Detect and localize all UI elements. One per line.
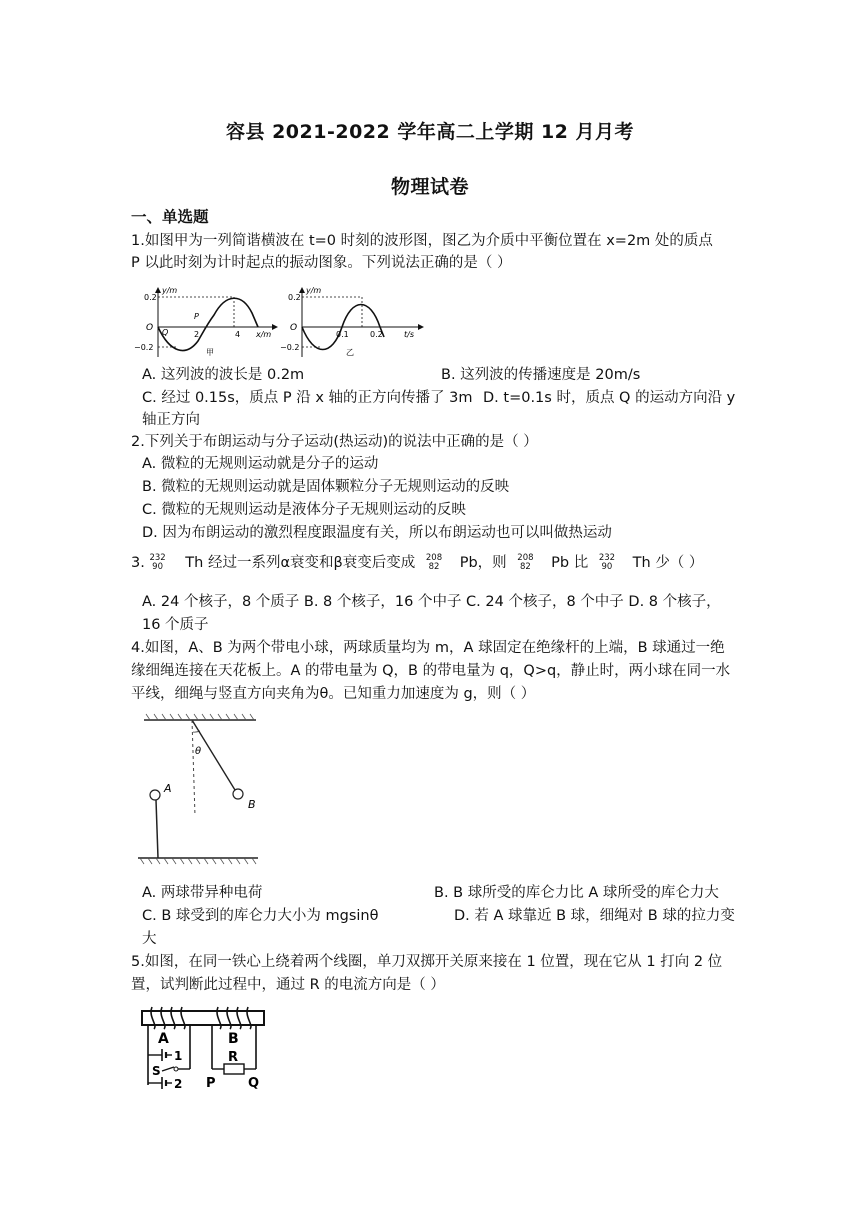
q2-stem: 2.下列关于布朗运动与分子运动(热运动)的说法中正确的是（ ） [131, 434, 538, 450]
page-title: 容县 2021-2022 学年高二上学期 12 月月考 [225, 121, 635, 143]
q2-option-c: C. 微粒的无规则运动是液体分子无规则运动的反映 [142, 502, 466, 518]
pb-nuclide-2: 208 82 [517, 553, 534, 572]
q4-pendulum-figure [138, 712, 298, 866]
switch-pos-2: 2 [174, 1077, 183, 1091]
q4-option-d: D. 若 A 球靠近 B 球，细绳对 B 球的拉力变 [454, 908, 735, 924]
jia-point-q: Q [162, 328, 169, 337]
q3-stem [131, 551, 703, 572]
yi-xtick-0.1: 0.1 [336, 330, 349, 339]
q2-option-b: B. 微粒的无规则运动就是固体颗粒分子无规则运动的反映 [142, 479, 510, 495]
q5-stem-line2: 置，试判断此过程中，通过 R 的电流方向是（ ） [131, 977, 445, 993]
yi-caption: 乙 [346, 348, 354, 357]
q3-options-cont: 16 个质子 [142, 617, 209, 633]
q4-option-b: B. B 球所受的库仑力比 A 球所受的库仑力大 [434, 885, 719, 901]
yi-ytick-top: 0.2 [288, 293, 301, 302]
graph-jia [134, 286, 278, 357]
jia-xlabel: x/m [256, 330, 272, 339]
q5-circuit-figure [140, 1003, 270, 1093]
q5-stem-line1: 5.如图，在同一铁心上绕着两个线圈，单刀双掷开关原来接在 1 位置，现在它从 1 打向 2 位 [131, 954, 723, 970]
yi-ylabel: y/m [306, 286, 322, 295]
th-symbol-2: Th 少（ ） [632, 555, 704, 571]
yi-origin: O [290, 323, 298, 333]
jia-ytick-bottom: −0.2 [134, 343, 154, 352]
q4-option-a: A. 两球带异种电荷 [142, 885, 263, 901]
yi-xtick-0.2: 0.2 [370, 330, 383, 339]
q4-option-d-cont: 大 [142, 931, 157, 947]
q2-option-d: D. 因为布朗运动的激烈程度跟温度有关，所以布朗运动也可以叫做热运动 [142, 525, 612, 541]
th-nuclide: 232 90 [149, 553, 166, 572]
terminal-p: P [206, 1076, 216, 1091]
q1-stem-line1: 1.如图甲为一列简谐横波在 t=0 时刻的波形图，图乙为介质中平衡位置在 x=2m 处的质点 [131, 233, 713, 249]
q2-option-a: A. 微粒的无规则运动就是分子的运动 [142, 456, 379, 472]
q1-wave-graphs [134, 285, 434, 365]
switch-pos-1: 1 [174, 1049, 183, 1063]
terminal-q: Q [248, 1076, 260, 1091]
ball-b-label: B [248, 798, 256, 811]
coil-a-label: A [158, 1031, 169, 1047]
pb-symbol-2: Pb 比 [551, 555, 589, 571]
jia-xtick-4: 4 [235, 330, 241, 339]
q1-option-c: C. 经过 0.15s，质点 P 沿 x 轴的正方向传播了 3m [142, 390, 473, 406]
q4-stem-line1: 4.如图，A、B 为两个带电小球，两球质量均为 m，A 球固定在绝缘杆的上端，B 球通过一绝 [131, 640, 725, 656]
q1-stem-line2: P 以此时刻为计时起点的振动图象。下列说法正确的是（ ） [131, 255, 512, 271]
jia-point-p: P [194, 312, 199, 321]
q4-stem-line2: 缘细绳连接在天花板上。A 的带电量为 Q，B 的带电量为 q，Q>q，静止时，两小球在同一水 [131, 663, 731, 679]
q4-stem-line3: 平线，细绳与竖直方向夹角为θ。已知重力加速度为 g，则（ ） [131, 686, 536, 702]
th-nuclide-2: 232 90 [598, 553, 616, 572]
yi-xlabel: t/s [404, 330, 414, 339]
q3-number: 3. [131, 555, 145, 571]
pb-symbol: Pb，则 [459, 555, 507, 571]
q3-mid-text: 经过一系列α衰变和β衰变后变成 [207, 555, 416, 571]
ball-a-label: A [164, 782, 172, 795]
section-heading: 一、单选题 [131, 208, 209, 226]
yi-ytick-bottom: −0.2 [280, 343, 300, 352]
q4-option-c: C. B 球受到的库仑力大小为 mgsinθ [142, 908, 379, 924]
jia-caption: 甲 [206, 348, 214, 357]
jia-origin: O [146, 323, 154, 333]
graph-yi [280, 286, 424, 357]
page-subtitle: 物理试卷 [390, 176, 469, 198]
q1-option-b: B. 这列波的传播速度是 20m/s [441, 367, 641, 383]
theta-label: θ [195, 746, 202, 757]
q1-option-d-cont: 轴正方向 [142, 412, 200, 428]
coil-b-label: B [228, 1031, 239, 1047]
jia-ytick-top: 0.2 [144, 293, 157, 302]
q3-options: A. 24 个核子，8 个质子 B. 8 个核子，16 个中子 C. 24 个核子，8 个中子 D. 8 个核子， [142, 594, 721, 610]
pb-nuclide: 208 82 [425, 553, 443, 572]
th-symbol: Th [185, 555, 204, 571]
q1-option-a: A. 这列波的波长是 0.2m [142, 367, 305, 383]
jia-xtick-2: 2 [194, 330, 200, 339]
q1-option-d: D. t=0.1s 时，质点 Q 的运动方向沿 y [483, 390, 736, 406]
switch-label-s: S [152, 1064, 161, 1078]
jia-ylabel: y/m [162, 286, 178, 295]
resistor-label-r: R [228, 1050, 239, 1065]
